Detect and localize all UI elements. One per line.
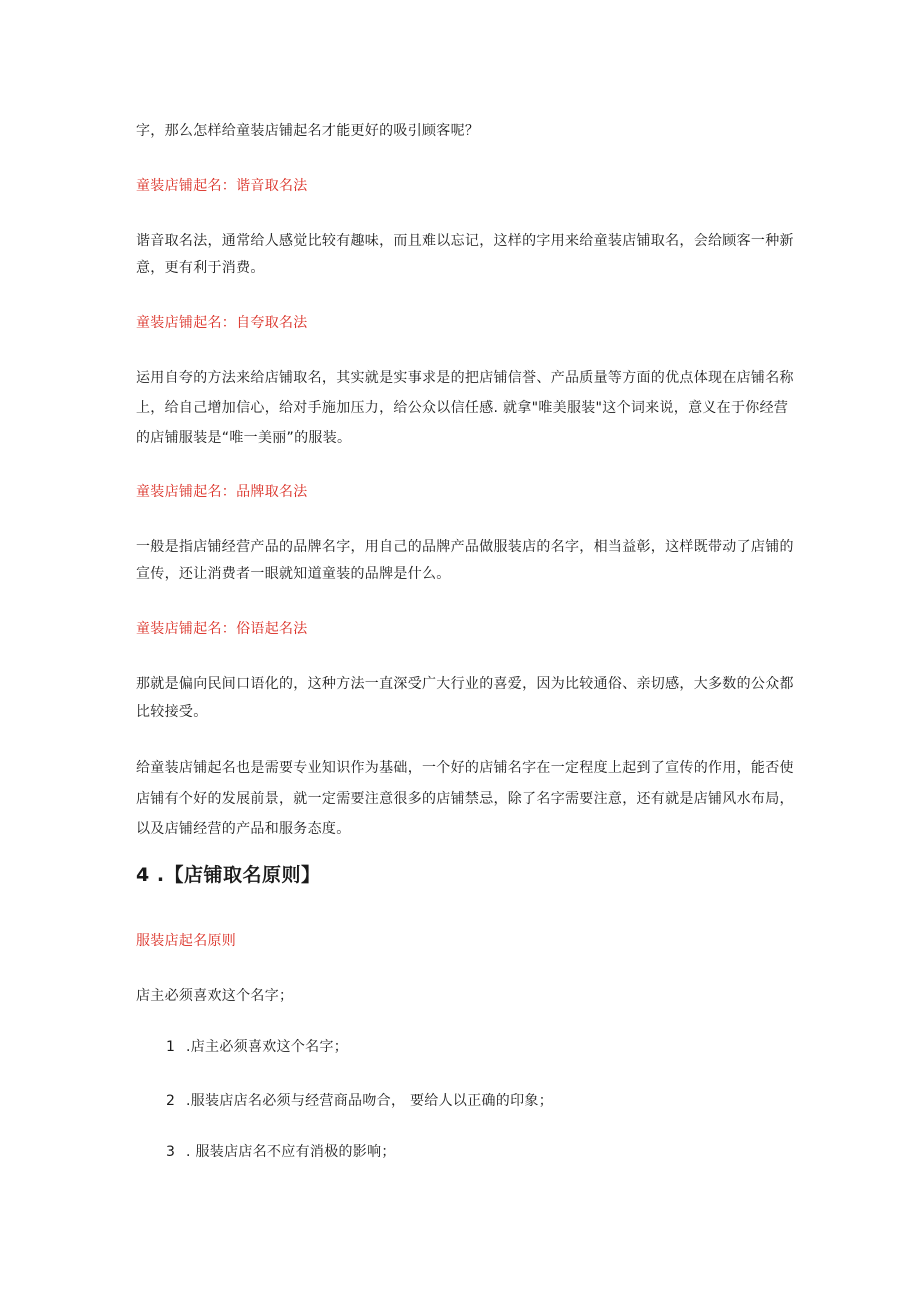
section-body-line: 上，给自己增加信心，给对手施加压力，给公众以信任感. 就拿"唯美服装"这个词来说，意义在于你经营 <box>136 400 789 416</box>
section-body-line: 比较接受。 <box>136 704 208 720</box>
closing-line: 给童装店铺起名也是需要专业知识作为基础，一个好的店铺名字在一定程度上起到了宣传的作用，能否使 <box>136 760 794 776</box>
section-heading-colloquial: 童装店铺起名：俗语起名法 <box>136 621 308 637</box>
list-item-number: 2 <box>166 1093 175 1109</box>
principles-subheading: 服装店起名原则 <box>136 933 237 949</box>
section-heading-self-praise: 童装店铺起名：自夸取名法 <box>136 315 308 331</box>
section-body-line: 的店铺服装是“唯一美丽”的服装。 <box>136 430 352 446</box>
section-body-line: 一般是指店铺经营产品的品牌名字，用自己的品牌产品做服装店的名字，相当益彰，这样既带动了店铺的 <box>136 539 794 555</box>
principles-intro: 店主必须喜欢这个名字； <box>136 988 294 1004</box>
closing-line: 店铺有个好的发展前景，就一定需要注意很多的店铺禁忌，除了名字需要注意，还有就是店铺风水布局， <box>136 791 794 807</box>
section-heading-brand: 童装店铺起名：品牌取名法 <box>136 484 308 500</box>
list-item-number: 3 <box>166 1144 175 1160</box>
closing-line: 以及店铺经营的产品和服务态度。 <box>136 821 351 837</box>
list-item-text: .店主必须喜欢这个名字； <box>186 1039 349 1055</box>
section-body-line: 运用自夸的方法来给店铺取名，其实就是实事求是的把店铺信誉、产品质量等方面的优点体现在店铺名称 <box>136 370 794 386</box>
section-heading-homophone: 童装店铺起名：谐音取名法 <box>136 178 308 194</box>
list-item-number: 1 <box>166 1039 175 1055</box>
list-item-text: .服装店店名必须与经营商品吻合， 要给人以正确的印象； <box>186 1093 553 1109</box>
section-body-line: 谐音取名法，通常给人感觉比较有趣味，而且难以忘记，这样的字用来给童装店铺取名，会给顾客一种新 <box>136 233 794 249</box>
intro-line: 字，那么怎样给童装店铺起名才能更好的吸引顾客呢？ <box>136 123 480 139</box>
list-item-text: . 服装店店名不应有消极的影响； <box>186 1144 396 1160</box>
section-body-line: 意，更有利于消费。 <box>136 260 265 276</box>
section-body-line: 宣传，还让消费者一眼就知道童装的品牌是什么。 <box>136 566 451 582</box>
section-body-line: 那就是偏向民间口语化的，这种方法一直深受广大行业的喜爱，因为比较通俗、亲切感，大多数的公众都 <box>136 676 794 692</box>
principles-title: 4 .【店铺取名原则】 <box>136 864 321 886</box>
